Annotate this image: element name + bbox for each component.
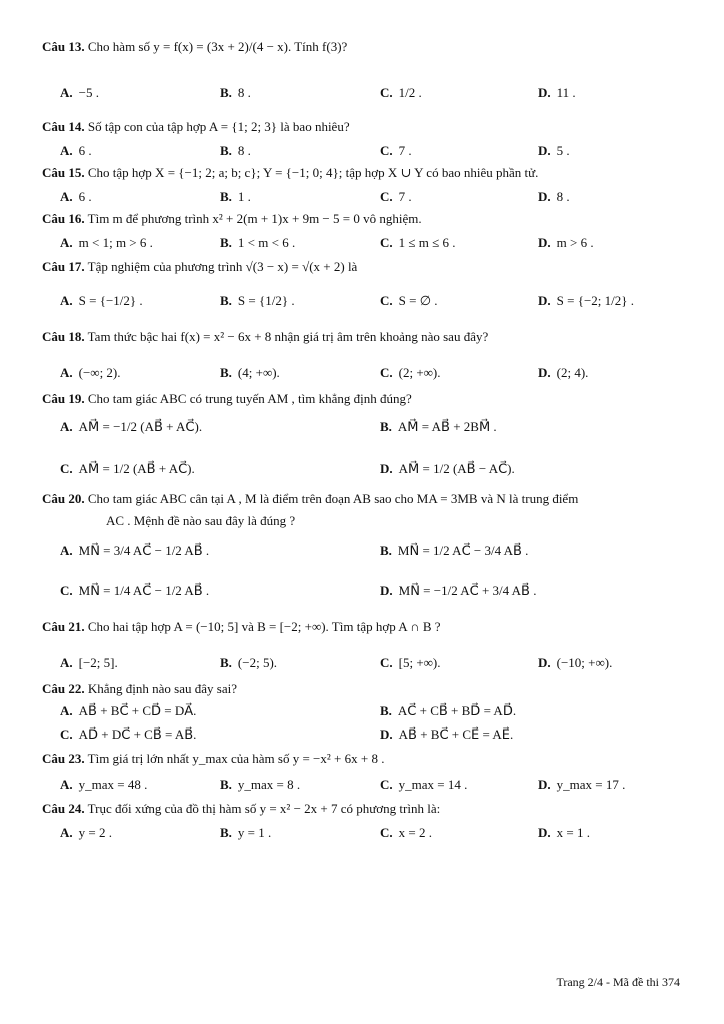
option-d[interactable]: D. 8 . xyxy=(538,189,570,204)
option-a[interactable]: A. 6 . xyxy=(60,143,92,158)
question-15 xyxy=(42,164,694,182)
option-d[interactable]: D. x = 1 . xyxy=(538,825,590,840)
question-number: Câu 14. xyxy=(42,119,85,134)
option-d[interactable]: D. AB⃗ + BC⃗ + CE⃗ = AE⃗. xyxy=(380,727,514,742)
question-text: Cho tập hợp X = {−1; 2; a; b; c}; Y = {−1; 0; 4}; tập hợp X ∪ Y có bao nhiêu phần tử. xyxy=(87,165,539,180)
question-number: Câu 16. xyxy=(42,211,85,226)
question-text: Cho hàm số y = f(x) = (3x + 2)/(4 − x). Tính f(3)? xyxy=(87,39,348,54)
question-text: Cho tam giác ABC có trung tuyến AM , tìm khẳng định đúng? xyxy=(87,391,412,406)
question-23 xyxy=(42,750,694,768)
option-c[interactable]: C. 1 ≤ m ≤ 6 . xyxy=(380,235,456,250)
option-c[interactable]: C. 7 . xyxy=(380,189,412,204)
option-c[interactable]: C. MN⃗ = 1/4 AC⃗ − 1/2 AB⃗ . xyxy=(60,583,210,598)
option-d[interactable]: D. (−10; +∞). xyxy=(538,655,613,670)
option-b[interactable]: B. y = 1 . xyxy=(220,825,272,840)
option-a[interactable]: A. AM⃗ = −1/2 (AB⃗ + AC⃗). xyxy=(60,419,203,434)
question-number: Câu 15. xyxy=(42,165,85,180)
option-b[interactable]: B. AC⃗ + CB⃗ + BD⃗ = AD⃗. xyxy=(380,703,517,718)
option-b[interactable]: B. y_max = 8 . xyxy=(220,777,301,792)
option-a[interactable]: A. y_max = 48 . xyxy=(60,777,148,792)
option-c[interactable]: C. AD⃗ + DC⃗ + CB⃗ = AB⃗. xyxy=(60,727,197,742)
option-b[interactable]: B. S = {1/2} . xyxy=(220,293,295,308)
option-c[interactable]: C. x = 2 . xyxy=(380,825,432,840)
options-19-row2 xyxy=(60,458,694,480)
question-17 xyxy=(42,258,694,276)
question-text: Tìm giá trị lớn nhất y_max của hàm số y = −x² + 6x + 8 . xyxy=(87,751,385,766)
option-b[interactable]: B. 1 < m < 6 . xyxy=(220,235,296,250)
option-c[interactable]: C. 7 . xyxy=(380,143,412,158)
option-c[interactable]: C. AM⃗ = 1/2 (AB⃗ + AC⃗). xyxy=(60,461,195,476)
question-text: Tập nghiệm của phương trình √(3 − x) = √(x + 2) là xyxy=(87,259,358,274)
option-c[interactable]: C. y_max = 14 . xyxy=(380,777,468,792)
question-number: Câu 24. xyxy=(42,801,85,816)
option-d[interactable]: D. 11 . xyxy=(538,85,576,100)
option-a[interactable]: A. MN⃗ = 3/4 AC⃗ − 1/2 AB⃗ . xyxy=(60,543,210,558)
option-d[interactable]: D. S = {−2; 1/2} . xyxy=(538,293,634,308)
question-text-cont: AC . Mệnh đề nào sau đây là đúng ? xyxy=(106,513,296,528)
options-20-row2 xyxy=(60,580,694,602)
option-d[interactable]: D. 5 . xyxy=(538,143,570,158)
option-d[interactable]: D. (2; 4). xyxy=(538,365,589,380)
option-c[interactable]: C. 1/2 . xyxy=(380,85,422,100)
options-22-row1 xyxy=(60,700,694,722)
options-15 xyxy=(60,186,694,208)
options-14 xyxy=(60,140,694,162)
option-a[interactable]: A. (−∞; 2). xyxy=(60,365,121,380)
question-number: Câu 21. xyxy=(42,619,85,634)
options-24 xyxy=(60,822,694,844)
option-b[interactable]: B. 8 . xyxy=(220,85,251,100)
page-footer: Trang 2/4 - Mã đề thi 374 xyxy=(556,975,680,989)
question-text: Tam thức bậc hai f(x) = x² − 6x + 8 nhận giá trị âm trên khoảng nào sau đây? xyxy=(87,329,489,344)
option-c[interactable]: C. (2; +∞). xyxy=(380,365,441,380)
options-21 xyxy=(60,652,694,674)
options-23 xyxy=(60,774,694,796)
option-a[interactable]: A. y = 2 . xyxy=(60,825,112,840)
question-24 xyxy=(42,800,694,818)
question-text: Khẳng định nào sau đây sai? xyxy=(87,681,237,696)
options-17 xyxy=(60,290,694,312)
option-b[interactable]: B. (−2; 5). xyxy=(220,655,278,670)
option-b[interactable]: B. (4; +∞). xyxy=(220,365,280,380)
question-18 xyxy=(42,328,694,346)
option-c[interactable]: C. [5; +∞). xyxy=(380,655,441,670)
options-19-row1 xyxy=(60,416,694,438)
question-20 xyxy=(42,490,694,508)
question-text: Cho hai tập hợp A = (−10; 5] và B = [−2; +∞). Tìm tập hợp A ∩ B ? xyxy=(87,619,441,634)
option-a[interactable]: A. S = {−1/2} . xyxy=(60,293,143,308)
option-d[interactable]: D. MN⃗ = −1/2 AC⃗ + 3/4 AB⃗ . xyxy=(380,583,537,598)
options-22-row2 xyxy=(60,724,694,746)
question-text: Số tập con của tập hợp A = {1; 2; 3} là bao nhiêu? xyxy=(87,119,350,134)
options-13 xyxy=(60,82,694,104)
option-b[interactable]: B. 1 . xyxy=(220,189,251,204)
option-d[interactable]: D. m > 6 . xyxy=(538,235,594,250)
question-number: Câu 18. xyxy=(42,329,85,344)
question-text: Trục đối xứng của đồ thị hàm số y = x² − 2x + 7 có phương trình là: xyxy=(87,801,441,816)
question-20-line2 xyxy=(106,512,694,530)
option-c[interactable]: C. S = ∅ . xyxy=(380,293,438,308)
question-number: Câu 22. xyxy=(42,681,85,696)
question-number: Câu 23. xyxy=(42,751,85,766)
question-number: Câu 17. xyxy=(42,259,85,274)
question-number: Câu 13. xyxy=(42,39,85,54)
question-text: Tìm m để phương trình x² + 2(m + 1)x + 9m − 5 = 0 vô nghiệm. xyxy=(87,211,422,226)
question-text: Cho tam giác ABC cân tại A , M là điểm trên đoạn AB sao cho MA = 3MB và N là trung điểm xyxy=(87,491,579,506)
question-16 xyxy=(42,210,694,228)
option-b[interactable]: B. MN⃗ = 1/2 AC⃗ − 3/4 AB⃗ . xyxy=(380,543,529,558)
option-b[interactable]: B. AM⃗ = AB⃗ + 2BM⃗ . xyxy=(380,419,497,434)
question-19 xyxy=(42,390,694,408)
option-a[interactable]: A. −5 . xyxy=(60,85,99,100)
options-16 xyxy=(60,232,694,254)
question-number: Câu 19. xyxy=(42,391,85,406)
question-14 xyxy=(42,118,694,136)
option-a[interactable]: A. 6 . xyxy=(60,189,92,204)
option-b[interactable]: B. 8 . xyxy=(220,143,251,158)
option-d[interactable]: D. y_max = 17 . xyxy=(538,777,626,792)
question-13 xyxy=(42,38,694,56)
options-18 xyxy=(60,362,694,384)
option-a[interactable]: A. AB⃗ + BC⃗ + CD⃗ = DA⃗. xyxy=(60,703,197,718)
option-a[interactable]: A. [−2; 5]. xyxy=(60,655,118,670)
options-20-row1 xyxy=(60,540,694,562)
option-d[interactable]: D. AM⃗ = 1/2 (AB⃗ − AC⃗). xyxy=(380,461,515,476)
question-number: Câu 20. xyxy=(42,491,85,506)
option-a[interactable]: A. m < 1; m > 6 . xyxy=(60,235,153,250)
question-21 xyxy=(42,618,694,636)
question-22 xyxy=(42,680,694,698)
